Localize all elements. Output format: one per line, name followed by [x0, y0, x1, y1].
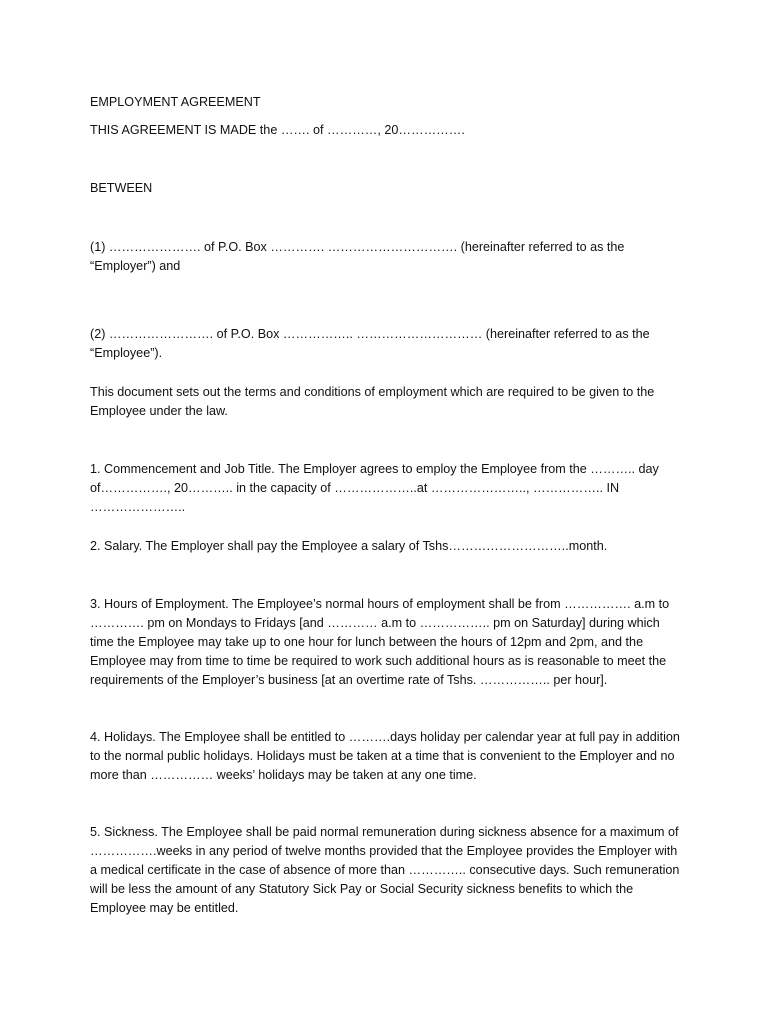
- clause-salary: 2. Salary. The Employer shall pay the Employee a salary of Tshs………………………..month.: [90, 539, 608, 553]
- party-employee: (2) ……………………. of P.O. Box …………….. ………………………… (hereinafter referred to as the “Employee”).: [90, 327, 650, 360]
- clause-holidays: 4. Holidays. The Employee shall be entitled to ……….days holiday per calendar year at full pay in addition to the normal public holidays. Holidays must be taken at a time that is convenient to the Employer and no more than …………… weeks’ holidays may be taken at any one time.: [90, 730, 680, 782]
- between-heading: BETWEEN: [90, 181, 153, 195]
- intro-paragraph: This document sets out the terms and conditions of employment which are required to be given to the Employee under the law.: [90, 385, 655, 418]
- clause-sickness: 5. Sickness. The Employee shall be paid normal remuneration during sickness absence for a maximum of …………….weeks in any period of twelve months provided that the Employee provides the Employer with a medical certificate in the case of absence of more than ………….. consecutive days. Such remuneration will be less the amount of any Statutory Sick Pay or Social Security sickness benefits to which the Employee may be entitled.: [90, 825, 680, 915]
- agreement-date-line: THIS AGREEMENT IS MADE the ……. of …………, 20…………….: [90, 123, 465, 137]
- document-title: EMPLOYMENT AGREEMENT: [90, 95, 261, 109]
- party-employer: (1) …………………. of P.O. Box …………. …………………………. (hereinafter referred to as the “Employer”) and: [90, 240, 625, 273]
- clause-commencement: 1. Commencement and Job Title. The Employer agrees to employ the Employee from the ……….. day of……………., 20……….. in the capacity of ………………..at ………………….., …………….. IN …………………..: [90, 462, 659, 514]
- clause-hours: 3. Hours of Employment. The Employee’s normal hours of employment shall be from ……………. a.m to …………. pm on Mondays to Fridays [and ………… a.m to …………….. pm on Saturday] during which time the Employee may take up to one hour for lunch between the hours of 12pm and 2pm, and the Employee may from time to time be required to work such additional hours as is reasonable to meet the requirements of the Employer’s business [at an overtime rate of Tshs. …………….. per hour].: [90, 597, 670, 687]
